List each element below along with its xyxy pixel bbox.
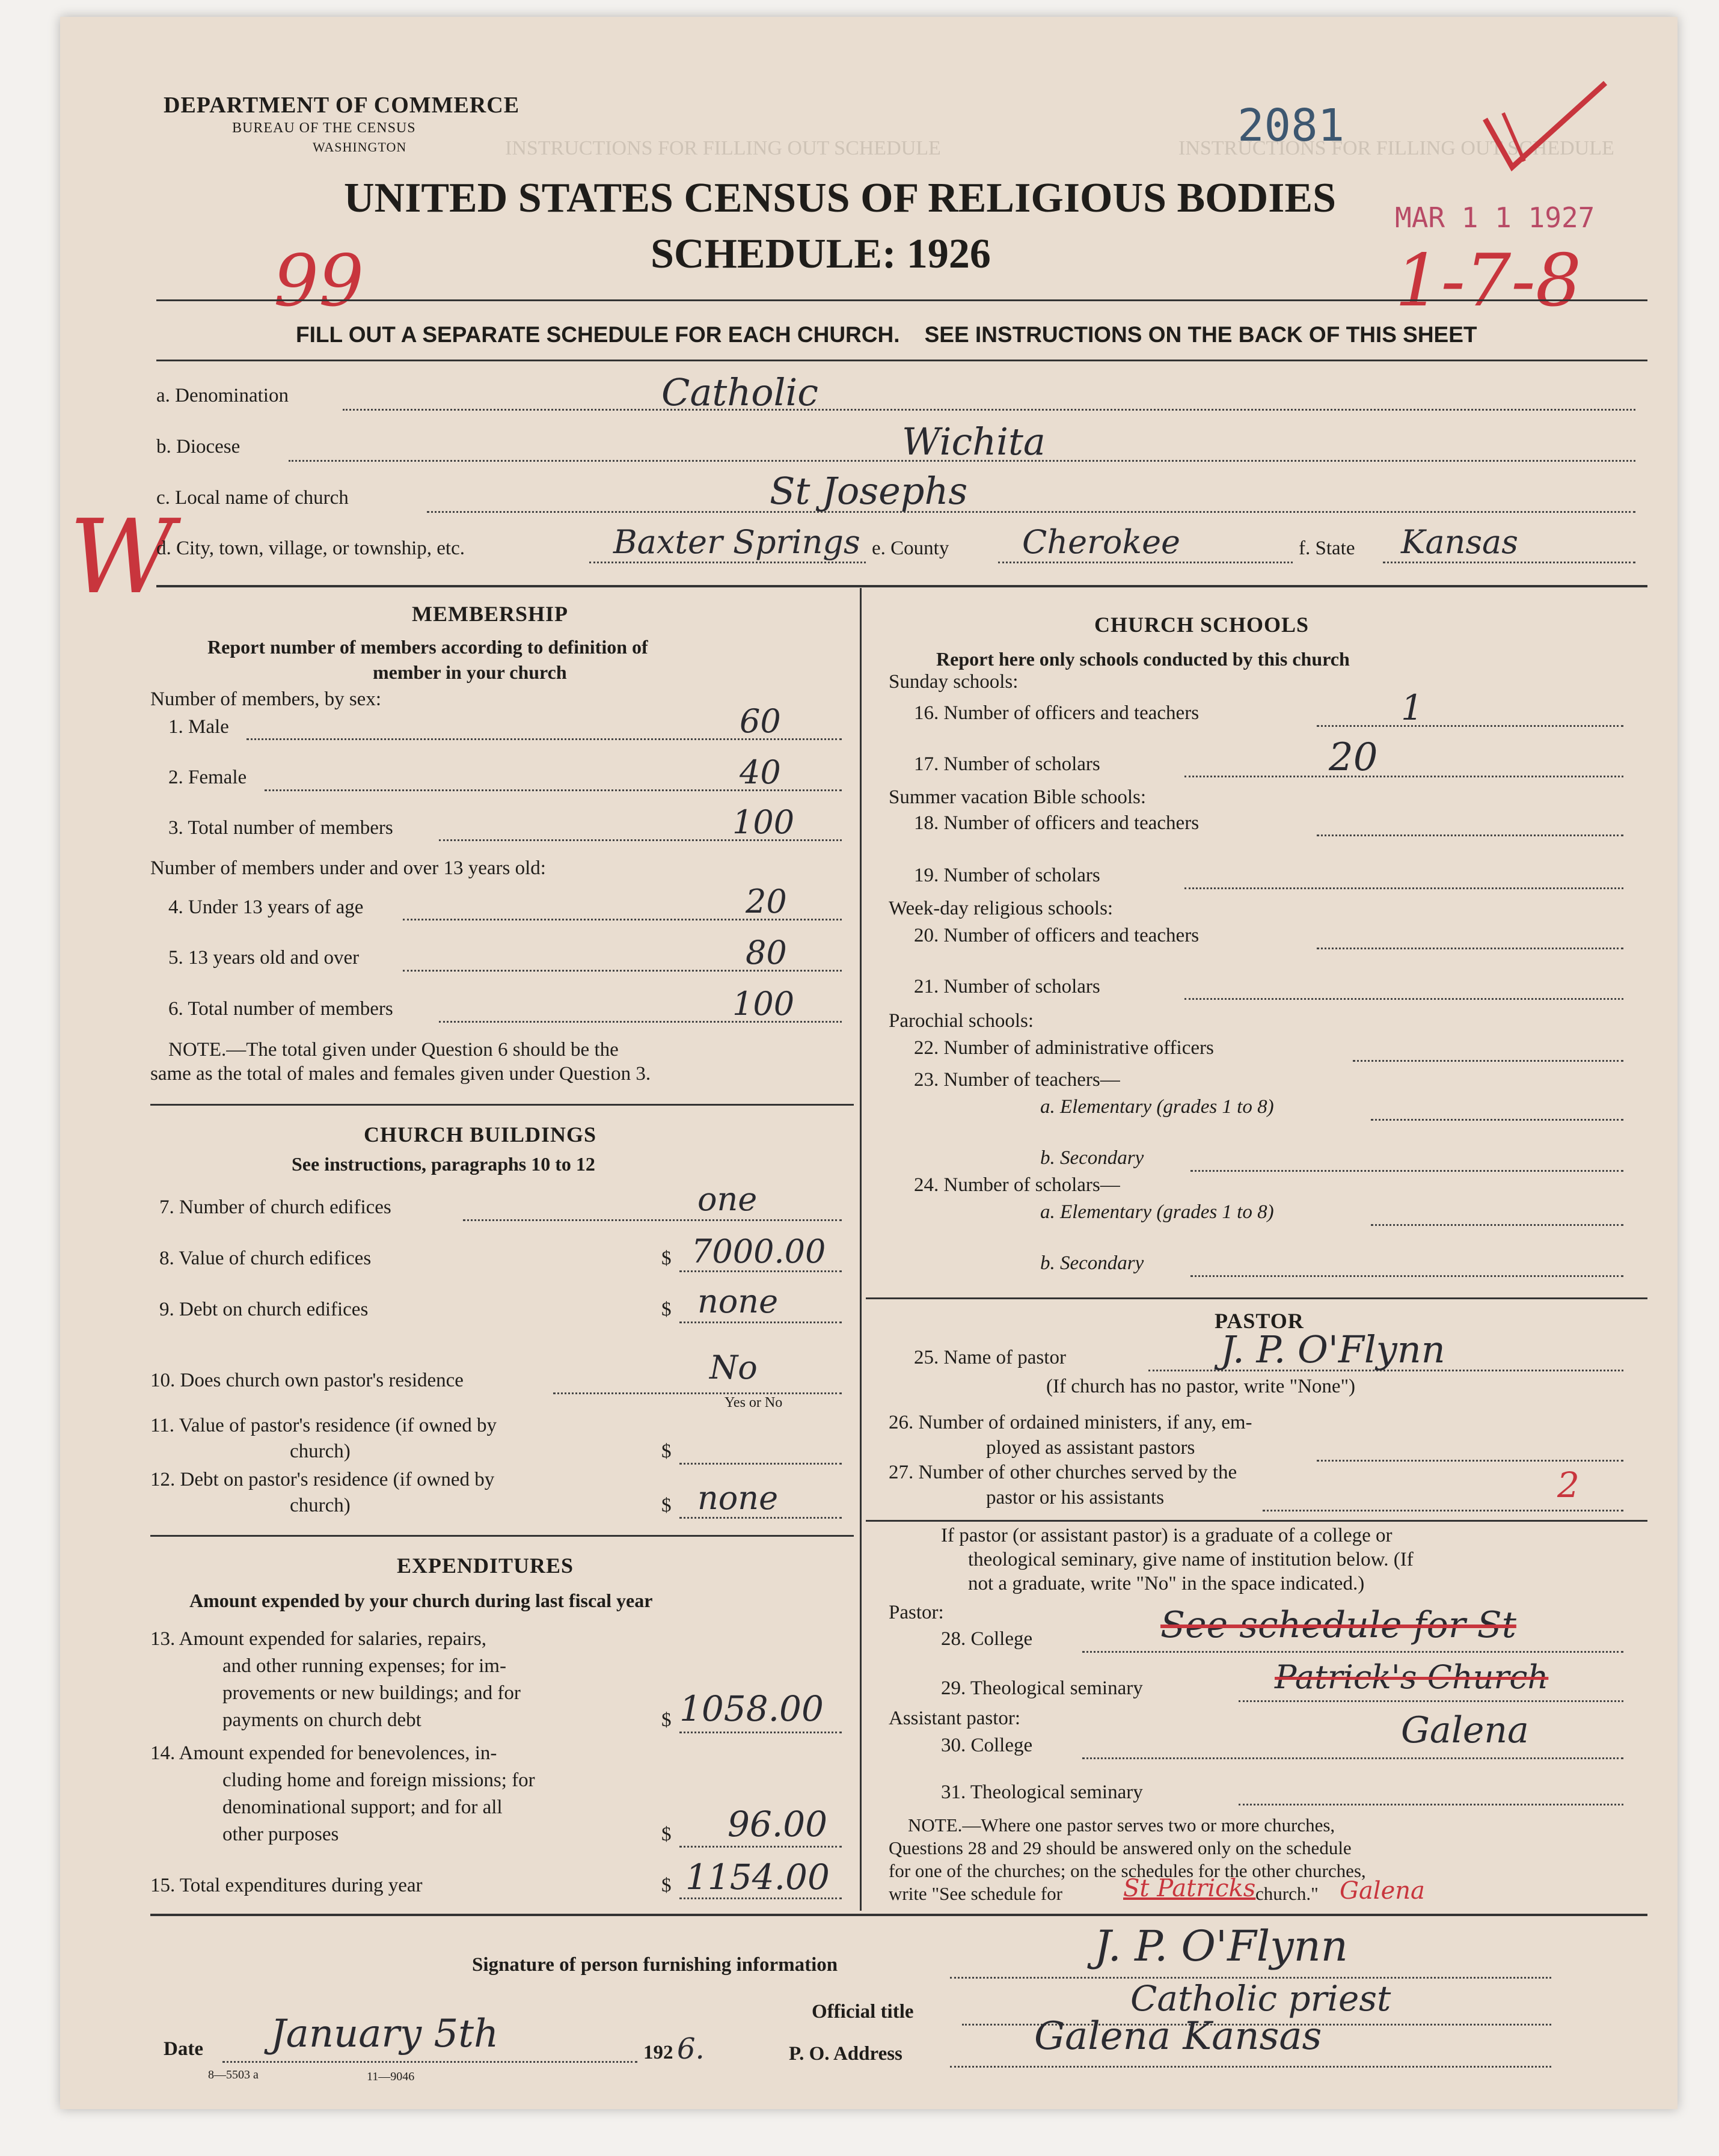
- q9-label: 9. Debt on church edifices: [159, 1299, 369, 1320]
- divider: [150, 1914, 1647, 1916]
- q24b-label: b. Secondary: [1040, 1252, 1144, 1274]
- pastor-sub-label: Pastor:: [889, 1602, 944, 1623]
- dotted-line: [343, 409, 1635, 411]
- pastor-note-4: write "See schedule for: [889, 1883, 1062, 1904]
- dotted-line: [679, 1463, 842, 1465]
- q23-label: 23. Number of teachers—: [914, 1069, 1120, 1091]
- buildings-sub: See instructions, paragraphs 10 to 12: [292, 1153, 595, 1175]
- dotted-line: [1317, 948, 1623, 949]
- assistant-pastor-label: Assistant pastor:: [889, 1707, 1021, 1729]
- dotted-line: [1082, 1651, 1623, 1653]
- instruction-line: FILL OUT A SEPARATE SCHEDULE FOR EACH CHURCH. SEE INSTRUCTIONS ON THE BACK OF THIS SHEET: [296, 322, 1477, 347]
- divider: [156, 299, 1647, 301]
- department-label: DEPARTMENT OF COMMERCE: [164, 93, 520, 118]
- q17-label: 17. Number of scholars: [914, 753, 1100, 775]
- dotted-line: [1353, 1060, 1623, 1062]
- q12-label: 12. Debt on pastor's residence (if owned by: [150, 1469, 495, 1490]
- dotted-line: [1239, 1700, 1623, 1702]
- divider: [156, 360, 1647, 361]
- q12-value[interactable]: none: [697, 1479, 779, 1517]
- address-value[interactable]: Galena Kansas: [1034, 2014, 1322, 2059]
- q14-label-3: denominational support; and for all: [222, 1796, 503, 1818]
- pastor-note-fill[interactable]: St Patricks: [1123, 1875, 1256, 1902]
- dotted-line: [1263, 1510, 1623, 1511]
- divider: [150, 1535, 854, 1537]
- year-digit[interactable]: 6.: [677, 2032, 705, 2066]
- divider: [150, 1104, 854, 1106]
- state-value[interactable]: Kansas: [1401, 523, 1518, 561]
- q14-value[interactable]: 96.00: [728, 1804, 828, 1845]
- dollar-sign: $: [661, 1495, 672, 1516]
- official-title-value[interactable]: Catholic priest: [1130, 1978, 1391, 2019]
- q12-label-cont: church): [290, 1495, 351, 1516]
- dotted-line: [1184, 776, 1623, 777]
- margin-letter-annotation: W: [69, 498, 174, 617]
- summer-schools-label: Summer vacation Bible schools:: [889, 786, 1147, 808]
- q23a-label: a. Elementary (grades 1 to 8): [1040, 1096, 1274, 1118]
- yes-or-no-hint: Yes or No: [725, 1395, 783, 1410]
- dotted-line: [1317, 1460, 1623, 1462]
- parochial-schools-label: Parochial schools:: [889, 1010, 1034, 1032]
- expenditures-sub: Amount expended by your church during last fiscal year: [189, 1590, 653, 1611]
- dollar-sign: $: [661, 1441, 672, 1462]
- q6-value[interactable]: 100: [732, 985, 795, 1023]
- form-number: 8—5503 a: [208, 2068, 259, 2081]
- weekday-schools-label: Week-day religious schools:: [889, 898, 1114, 919]
- sunday-schools-label: Sunday schools:: [889, 671, 1019, 693]
- dollar-sign: $: [661, 1299, 672, 1320]
- form-title: UNITED STATES CENSUS OF RELIGIOUS BODIES: [344, 175, 1337, 221]
- q28-label: 28. College: [941, 1628, 1033, 1650]
- q5-label: 5. 13 years old and over: [168, 947, 360, 969]
- q21-label: 21. Number of scholars: [914, 976, 1100, 997]
- q15-value[interactable]: 1154.00: [685, 1857, 830, 1897]
- city-value[interactable]: Baxter Springs: [613, 523, 860, 561]
- schools-sub: Report here only schools conducted by this church: [936, 648, 1350, 670]
- dollar-sign: $: [661, 1824, 672, 1845]
- q13-label-2: and other running expenses; for im-: [222, 1655, 506, 1677]
- county-label: e. County: [872, 537, 949, 559]
- q11-label-cont: church): [290, 1441, 351, 1462]
- pastor-note-1: NOTE.—Where one pastor serves two or more churches,: [908, 1815, 1335, 1836]
- denomination-label: a. Denomination: [156, 385, 289, 406]
- dotted-line: [1082, 1757, 1623, 1759]
- q29-value[interactable]: Patrick's Church: [1275, 1658, 1549, 1696]
- code-annotation: 1-7-8: [1395, 239, 1582, 323]
- q18-label: 18. Number of officers and teachers: [914, 812, 1200, 834]
- q27-value[interactable]: 2: [1557, 1465, 1580, 1505]
- q8-label: 8. Value of church edifices: [159, 1248, 372, 1269]
- pastor-note-extra: Galena: [1340, 1877, 1425, 1905]
- local-name-label: c. Local name of church: [156, 487, 349, 509]
- q28-value[interactable]: See schedule for St: [1160, 1604, 1516, 1646]
- q16-value[interactable]: 1: [1401, 687, 1423, 728]
- q17-value[interactable]: 20: [1329, 735, 1378, 780]
- dotted-line: [1184, 887, 1623, 889]
- graduate-instruction-1: If pastor (or assistant pastor) is a graduate of a college or: [941, 1525, 1393, 1546]
- q30-value[interactable]: Galena: [1401, 1709, 1529, 1751]
- membership-note-1: NOTE.—The total given under Question 6 should be the: [168, 1039, 619, 1061]
- file-number-stamp: 2081: [1237, 100, 1345, 152]
- members-by-age-label: Number of members under and over 13 years old:: [150, 857, 546, 879]
- membership-sub: Report number of members according to definition of: [207, 636, 648, 658]
- pastor-note-2: Questions 28 and 29 should be answered only on the schedule: [889, 1837, 1352, 1858]
- dotted-line: [1371, 1119, 1623, 1121]
- pastor-note-4-end: church.": [1255, 1883, 1319, 1904]
- q14-label-4: other purposes: [222, 1824, 339, 1845]
- q26-label: 26. Number of ordained ministers, if any, em-: [889, 1412, 1252, 1433]
- q2-value[interactable]: 40: [740, 753, 781, 791]
- dotted-line: [998, 562, 1293, 563]
- q20-label: 20. Number of officers and teachers: [914, 925, 1200, 946]
- dotted-line: [589, 562, 866, 563]
- q13-label-3: provements or new buildings; and for: [222, 1682, 521, 1704]
- q10-label: 10. Does church own pastor's residence: [150, 1370, 464, 1391]
- q27-label: 27. Number of other churches served by the: [889, 1462, 1237, 1483]
- dotted-line: [1383, 562, 1635, 563]
- date-value[interactable]: January 5th: [271, 2012, 499, 2056]
- signature-label: Signature of person furnishing information: [472, 1954, 838, 1976]
- signature-value[interactable]: J. P. O'Flynn: [1094, 1922, 1348, 1971]
- church-buildings-heading: CHURCH BUILDINGS: [364, 1122, 597, 1147]
- graduate-instruction-3: not a graduate, write "No" in the space indicated.): [968, 1573, 1365, 1594]
- q1-label: 1. Male: [168, 716, 229, 738]
- diocese-label: b. Diocese: [156, 436, 241, 458]
- q3-value[interactable]: 100: [732, 803, 795, 841]
- received-date-stamp: MAR 1 1 1927: [1395, 201, 1595, 234]
- check-mark-icon: [1479, 77, 1617, 197]
- year-prefix: 192: [643, 2042, 673, 2063]
- q25-label: 25. Name of pastor: [914, 1347, 1066, 1368]
- q31-label: 31. Theological seminary: [941, 1781, 1143, 1803]
- dotted-line: [679, 1846, 842, 1848]
- washington-label: WASHINGTON: [313, 139, 407, 155]
- dotted-line: [463, 1219, 842, 1221]
- q1-value[interactable]: 60: [740, 702, 781, 740]
- q14-label: 14. Amount expended for benevolences, in-: [150, 1742, 497, 1764]
- q7-value[interactable]: one: [697, 1180, 758, 1218]
- q4-label: 4. Under 13 years of age: [168, 896, 364, 918]
- q22-label: 22. Number of administrative officers: [914, 1037, 1214, 1059]
- official-title-label: Official title: [812, 2001, 914, 2023]
- q24-label: 24. Number of scholars—: [914, 1174, 1120, 1196]
- dotted-line: [427, 511, 1635, 513]
- address-label: P. O. Address: [789, 2043, 902, 2065]
- dotted-line: [1371, 1224, 1623, 1226]
- dotted-line: [553, 1392, 842, 1394]
- form-number-2: 11—9046: [367, 2070, 415, 2083]
- q13-value[interactable]: 1058.00: [679, 1688, 824, 1729]
- county-value[interactable]: Cherokee: [1022, 523, 1181, 561]
- diocese-value[interactable]: Wichita: [902, 420, 1046, 464]
- dollar-sign: $: [661, 1875, 672, 1896]
- dotted-line: [1317, 725, 1623, 727]
- local-name-value[interactable]: St Josephs: [770, 469, 968, 513]
- q3-label: 3. Total number of members: [168, 817, 393, 839]
- date-label: Date: [164, 2038, 203, 2060]
- q30-label: 30. College: [941, 1735, 1033, 1756]
- pastor-note-3: for one of the churches; on the schedules for the other churches,: [889, 1860, 1366, 1881]
- q24a-label: a. Elementary (grades 1 to 8): [1040, 1201, 1274, 1223]
- q4-value[interactable]: 20: [746, 883, 787, 920]
- census-schedule-sheet: [60, 17, 1678, 2109]
- q6-label: 6. Total number of members: [168, 998, 393, 1020]
- dotted-line: [1184, 998, 1623, 1000]
- q15-label: 15. Total expenditures during year: [150, 1875, 423, 1896]
- dotted-line: [679, 1732, 842, 1733]
- column-divider: [860, 588, 862, 1911]
- dotted-line: [950, 2066, 1551, 2068]
- q25-value[interactable]: J. P. O'Flynn: [1221, 1328, 1445, 1371]
- q16-label: 16. Number of officers and teachers: [914, 702, 1200, 724]
- schedule-title: SCHEDULE: 1926: [651, 231, 991, 277]
- dotted-line: [1239, 1804, 1623, 1805]
- dotted-line: [679, 1897, 842, 1899]
- number-annotation: 99: [274, 239, 364, 322]
- q14-label-2: cluding home and foreign missions; for: [222, 1769, 535, 1791]
- dollar-sign: $: [661, 1709, 672, 1731]
- q9-value[interactable]: none: [697, 1282, 779, 1320]
- expenditures-heading: EXPENDITURES: [397, 1554, 574, 1578]
- q13-label: 13. Amount expended for salaries, repairs,: [150, 1628, 487, 1650]
- graduate-instruction-2: theological seminary, give name of institution below. (If: [968, 1549, 1414, 1570]
- q27-label-cont: pastor or his assistants: [986, 1487, 1165, 1508]
- dotted-line: [1317, 835, 1623, 836]
- dotted-line: [679, 1321, 842, 1323]
- q19-label: 19. Number of scholars: [914, 865, 1100, 886]
- denomination-value[interactable]: Catholic: [661, 370, 818, 414]
- q29-label: 29. Theological seminary: [941, 1677, 1143, 1699]
- divider: [866, 1297, 1647, 1299]
- q23b-label: b. Secondary: [1040, 1147, 1144, 1169]
- membership-heading: MEMBERSHIP: [412, 602, 569, 626]
- q13-label-4: payments on church debt: [222, 1709, 421, 1731]
- q7-label: 7. Number of church edifices: [159, 1196, 391, 1218]
- dollar-sign: $: [661, 1248, 672, 1269]
- bureau-label: BUREAU OF THE CENSUS: [232, 120, 416, 136]
- city-label: d. City, town, village, or township, etc.: [156, 537, 465, 559]
- q5-value[interactable]: 80: [746, 934, 787, 972]
- dotted-line: [679, 1517, 842, 1519]
- q11-label: 11. Value of pastor's residence (if owned by: [150, 1415, 497, 1436]
- q25-hint: (If church has no pastor, write "None"): [1046, 1376, 1356, 1397]
- divider: [156, 585, 1647, 587]
- dotted-line: [1190, 1170, 1623, 1172]
- q26-label-cont: ployed as assistant pastors: [986, 1437, 1195, 1459]
- bleed-through-heading-right: INSTRUCTIONS FOR FILLING OUT SCHEDULE: [1178, 137, 1614, 159]
- membership-note-2: same as the total of males and females given under Question 3.: [150, 1063, 651, 1085]
- pastor-heading: PASTOR: [1215, 1309, 1304, 1333]
- dotted-line: [222, 2061, 637, 2063]
- q10-value[interactable]: No: [709, 1349, 758, 1386]
- church-schools-heading: CHURCH SCHOOLS: [1094, 613, 1310, 637]
- dotted-line: [679, 1270, 842, 1272]
- q8-value[interactable]: 7000.00: [691, 1233, 826, 1270]
- members-by-sex-label: Number of members, by sex:: [150, 688, 381, 710]
- q2-label: 2. Female: [168, 767, 247, 788]
- membership-sub2: member in your church: [373, 661, 567, 683]
- dotted-line: [1190, 1275, 1623, 1277]
- state-label: f. State: [1299, 537, 1355, 559]
- bleed-through-heading: INSTRUCTIONS FOR FILLING OUT SCHEDULE: [505, 137, 941, 159]
- divider: [866, 1520, 1647, 1522]
